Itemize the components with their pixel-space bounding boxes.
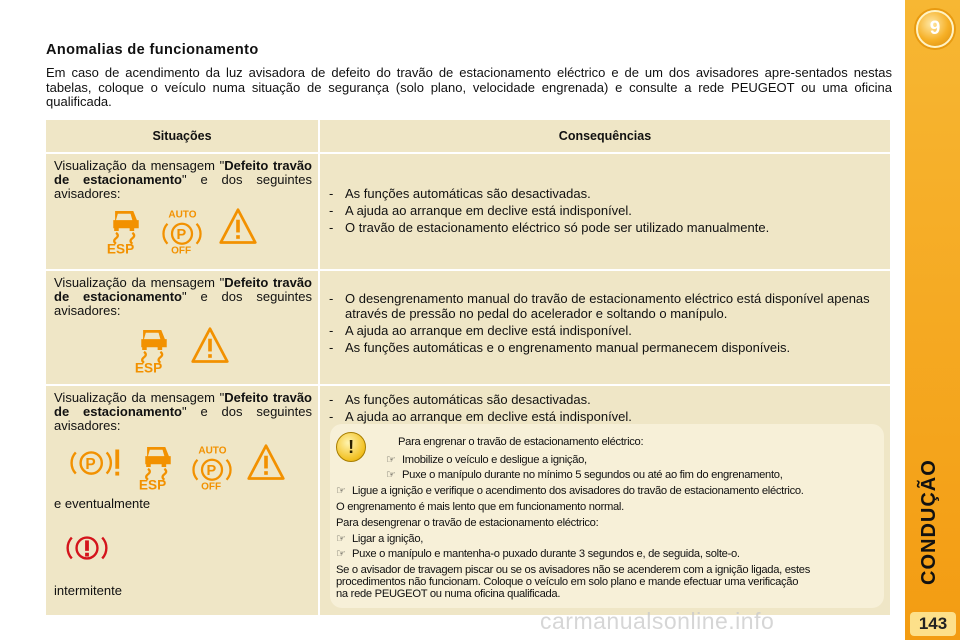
consequence-list xyxy=(321,291,889,355)
chapter-title: CONDUÇÃO xyxy=(918,459,940,585)
auto-off-park-brake-icon xyxy=(192,443,232,491)
chapter-badge xyxy=(916,10,954,48)
situation-text: Visualização da mensagem "Defeito travão de estacionamento" e dos seguintes avisadores: xyxy=(54,275,312,318)
esp-warning-icon xyxy=(138,443,178,491)
warning-icons xyxy=(106,207,312,255)
fault-message: Defeito travão de estacionamento xyxy=(54,390,312,419)
list-item: - O desengrenamento manual do travão de estacionamento eléctrico está disponível apenas através de pressão no pedal do acelerador e soltando o manípulo. xyxy=(321,291,889,321)
consequence-list xyxy=(321,392,889,424)
warning-icons xyxy=(134,326,312,374)
note-step: ☞ Imobilize o veículo e desligue a ignição, xyxy=(386,454,587,466)
table-header-row xyxy=(46,120,890,152)
blinking-label: intermitente xyxy=(54,583,122,598)
situation-text: Visualização da mensagem "Defeito travão de estacionamento" e dos seguintes avisadores: xyxy=(54,158,312,201)
list-item: - A ajuda ao arranque em declive está indisponível. xyxy=(321,203,889,218)
header-consequences: Consequências xyxy=(320,120,890,152)
situation-text: Visualização da mensagem "Defeito travão de estacionamento" e dos seguintes avisadores: xyxy=(54,390,312,433)
list-item: - A ajuda ao arranque em declive está indisponível. xyxy=(321,323,889,338)
list-item: - As funções automáticas e o engrenamento manual permanecem disponíveis. xyxy=(321,340,889,355)
note-heading: Para engrenar o travão de estacionamento eléctrico: xyxy=(398,436,644,448)
note-text: Se o avisador de travagem piscar ou se os avisadores não se acenderem com a ignição ligada, estes xyxy=(336,564,810,576)
fault-message: Defeito travão de estacionamento xyxy=(54,275,312,304)
warning-icons xyxy=(70,443,312,491)
note-text: na rede PEUGEOT ou numa oficina qualificada. xyxy=(336,588,561,600)
list-item: - As funções automáticas são desactivadas. xyxy=(321,392,889,407)
header-situations: Situações xyxy=(46,120,318,152)
warning-note-icon: ! xyxy=(336,432,366,462)
table-row xyxy=(46,154,890,269)
list-item: - O travão de estacionamento eléctrico só pode ser utilizado manualmente. xyxy=(321,220,889,235)
note-step: ☞ Ligar a ignição, xyxy=(336,533,424,545)
page-number: 143 xyxy=(910,612,956,636)
list-item: - As funções automáticas são desactivadas. xyxy=(321,186,889,201)
table-row xyxy=(46,271,890,384)
intro-paragraph: Em caso de acendimento da luz avisadora de defeito do travão de estacionamento eléctrico e de um dos avisadores apre-sentados nestas tabelas, coloque o veículo numa situação de segurança (solo plano, velocidade engrenada) e consulte a rede PEUGEOT ou uma oficina qualificada. xyxy=(46,65,892,109)
watermark: carmanualsonline.info xyxy=(540,608,775,634)
situation-cell xyxy=(46,154,318,269)
park-brake-fault-icon xyxy=(70,443,124,483)
warning-triangle-icon xyxy=(218,207,258,247)
eventual-label: e eventualmente xyxy=(54,496,151,511)
consequence-list xyxy=(321,186,889,235)
situation-cell xyxy=(46,386,318,615)
note-heading: Para desengrenar o travão de estacionamento eléctrico: xyxy=(336,517,599,529)
list-item: - A ajuda ao arranque em declive está indisponível. xyxy=(321,409,889,424)
note-text: procedimentos não funcionam. Coloque o veículo em solo plano e mande efectuar uma verificação xyxy=(336,576,799,588)
note-step: ☞ Puxe o manípulo e mantenha-o puxado durante 3 segundos e, de seguida, solte-o. xyxy=(336,548,740,560)
fault-message: Defeito travão de estacionamento xyxy=(54,158,312,187)
situation-cell xyxy=(46,271,318,384)
note-step: ☞ Ligue a ignição e verifique o acendimento dos avisadores do travão de estacionamento eléctrico. xyxy=(336,485,804,497)
warning-triangle-icon xyxy=(246,443,286,483)
chapter-number: 9 xyxy=(929,18,941,39)
consequence-cell xyxy=(320,271,890,384)
warning-triangle-icon xyxy=(190,326,230,366)
procedure-note xyxy=(330,424,884,608)
auto-off-park-brake-icon xyxy=(162,207,202,255)
esp-warning-icon xyxy=(106,207,146,255)
note-text: O engrenamento é mais lento que em funcionamento normal. xyxy=(336,501,624,513)
esp-warning-icon xyxy=(134,326,174,374)
consequence-cell xyxy=(320,154,890,269)
brake-warning-icon xyxy=(66,529,108,567)
note-step: ☞ Puxe o manípulo durante no mínimo 5 segundos ou até ao fim do engrenamento, xyxy=(386,469,783,481)
section-title: Anomalias de funcionamento xyxy=(46,42,259,58)
